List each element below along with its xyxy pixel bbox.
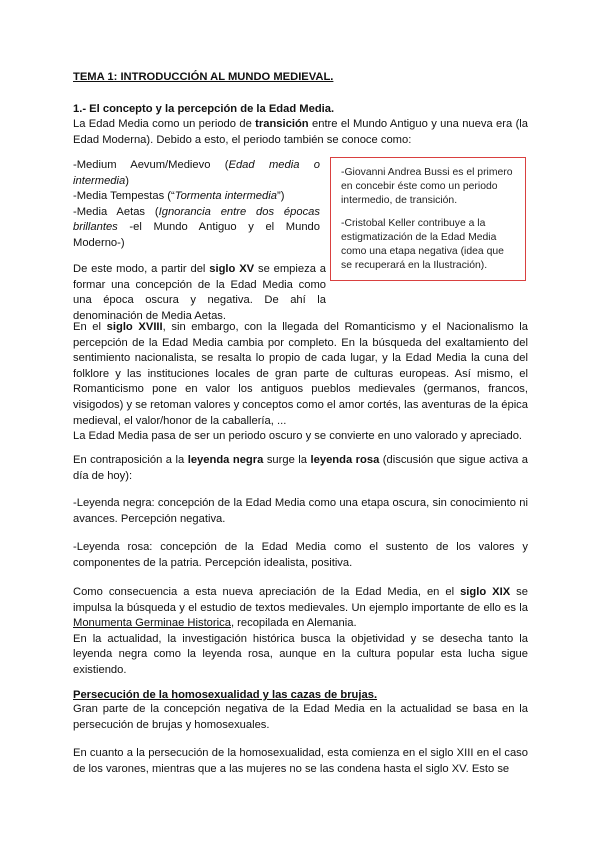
list-item: -Medium Aevum/Medievo (Edad media o intermedia)	[73, 159, 320, 187]
persecution-intro: Gran parte de la concepción negativa de la Edad Media en la actualidad se basa en la persecución de brujas y homosexuales.	[73, 703, 528, 731]
leyendas-intro: En contraposición a la leyenda negra surge la leyenda rosa (discusión que sigue activa a día de hoy):	[73, 454, 528, 482]
side-note-bussi: -Giovanni Andrea Bussi es el primero en concebir éste como un periodo intermedio, de transición.	[341, 167, 513, 207]
siglo-xviii-paragraph: En el siglo XVIII, sin embargo, con la llegada del Romanticismo y el Nacionalismo la percepción de la Edad Media cambia por completo. En la búsqueda del exaltamiento del sentimiento nacionalista, se resalta lo propio de cada lugar, y la Edad Media la cuna del folklore y las instituciones locales de gran parte de culturas europeas. Así mismo, el Romanticismo pone en valor los antiguos pueblos medievales (germanos, francos, visigodos) y se retoman valores y conceptos como el amor cortés, las aventuras de la épica medieval, el valor/honor de la caballería, ... La Edad Media pasa de ser un periodo oscuro y se convierte en uno valorado y apreciado.	[73, 321, 529, 443]
homosexuality-paragraph: En cuanto a la persecución de la homosexualidad, esta comienza en el siglo XIII en el caso de los varones, mientras que a las mujeres no se las condena hasta el siglo XV. Esto se	[73, 747, 528, 775]
intro-paragraph: La Edad Media como un periodo de transición entre el Mundo Antiguo y una nueva era (la Edad Moderna). Debido a esto, el periodo también se conoce como:	[73, 118, 529, 146]
list-item: -Media Aetas (Ignorancia entre dos épocas brillantes -el Mundo Antiguo y el Mundo Moderno-)	[73, 205, 320, 249]
siglo-xv-paragraph: De este modo, a partir del siglo XV se empieza a formar una concepción de la Edad Media como una época oscura y negativa. De ahí la denominación de Media Aetas.	[73, 263, 326, 322]
leyenda-negra-definition: -Leyenda negra: concepción de la Edad Media como una etapa oscura, sin conocimiento ni avances. Percepción negativa.	[73, 497, 528, 525]
side-note-box	[330, 157, 526, 281]
siglo-xix-paragraph: Como consecuencia a esta nueva apreciación de la Edad Media, en el siglo XIX se impulsa la búsqueda y el estudio de textos medievales. Un ejemplo importante de ello es la Monumenta Germinae Historica, recopilada en Alemania. En la actualidad, la investigación histórica busca la objetividad y se desecha tanto la leyenda negra como la leyenda rosa, aunque en la cultura popular esta lucha sigue existiendo.	[73, 586, 528, 676]
section-2-title: Persecución de la homosexualidad y las cazas de brujas.	[73, 689, 378, 701]
leyenda-rosa-definition: -Leyenda rosa: concepción de la Edad Media como el sustento de los valores y componentes de la patria. Percepción idealista, positiva.	[73, 541, 528, 569]
document-heading: TEMA 1: INTRODUCCIÓN AL MUNDO MEDIEVAL.	[73, 71, 334, 83]
section-1-title: 1.- El concepto y la percepción de la Edad Media.	[73, 103, 335, 115]
names-list	[73, 158, 320, 252]
list-item: -Media Tempestas (“Tormenta intermedia”)	[73, 190, 285, 203]
monumenta-reference: Monumenta Germinae Historica	[73, 617, 231, 630]
side-note-keller: -Cristobal Keller contribuye a la estigmatización de la Edad Media como una etapa negativa (idea que se recuperará en la Ilustración).	[341, 217, 504, 272]
